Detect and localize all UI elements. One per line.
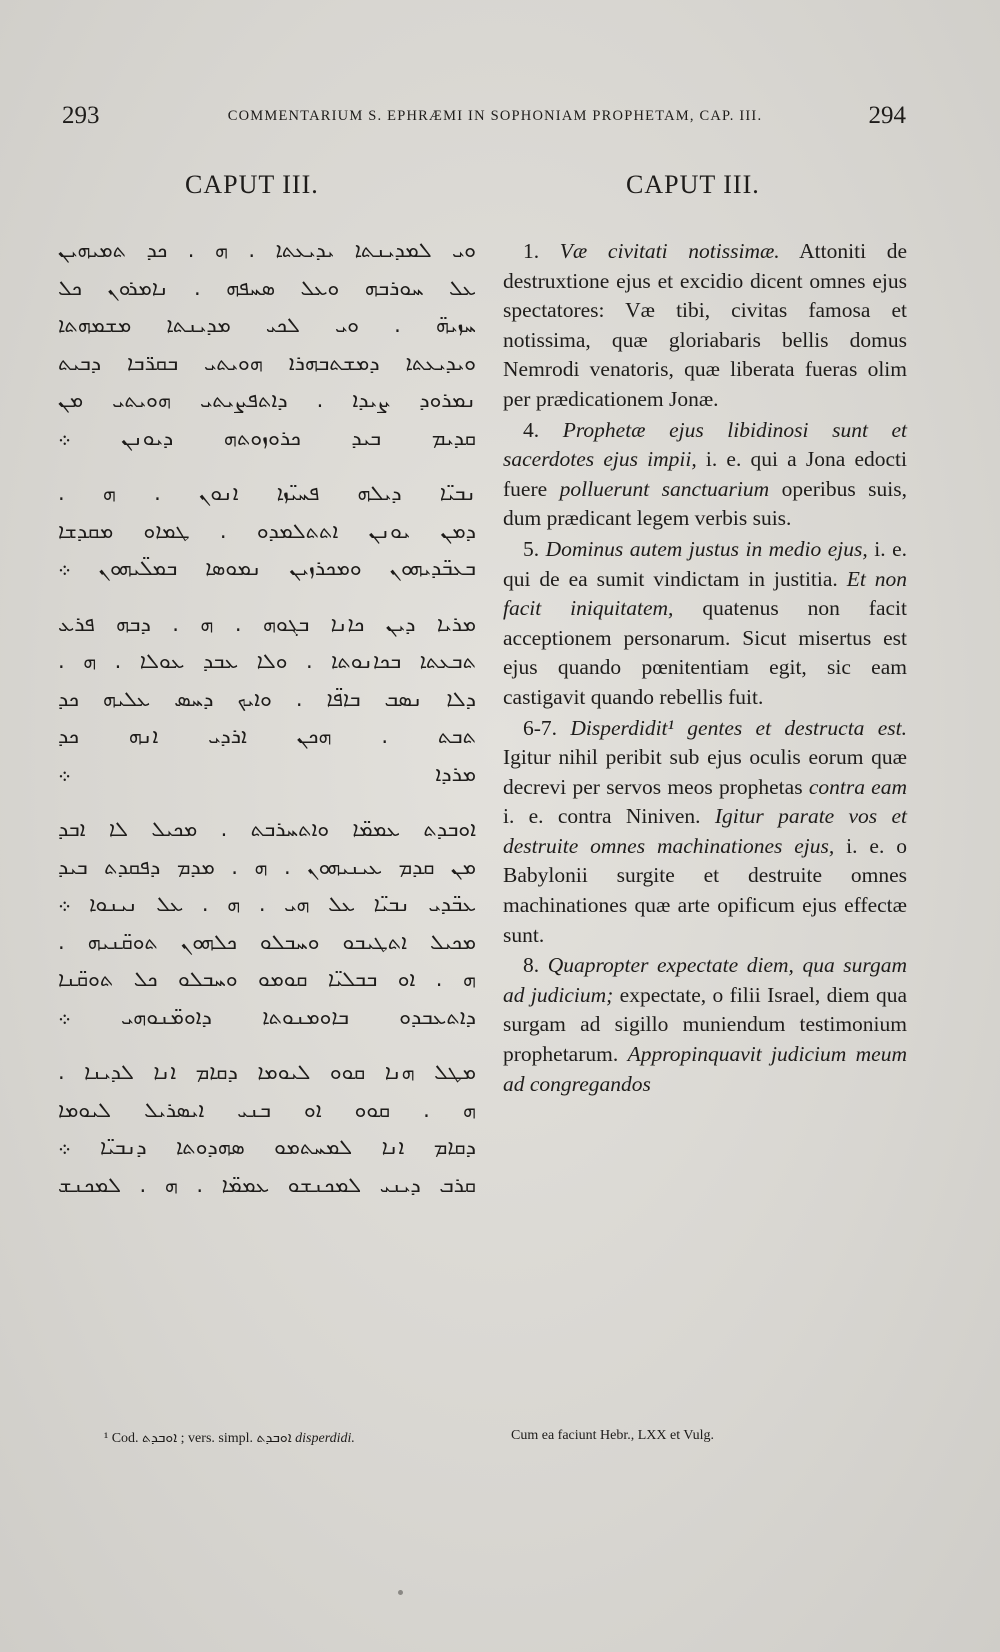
syriac-paragraph (58, 606, 476, 794)
syriac-line: ܡܟܝܠ ܐܬܛܝܒܘ ܘܚܒܠܘ ܟܠܗܘܢ ܬܘܩ̈ܢܝܗ . (58, 929, 476, 954)
latin-paragraph (503, 535, 907, 713)
latin-paragraph (503, 714, 907, 951)
syriac-line: ܕܠܐ ܢܣܒ ܒܐܦ̈ܐ . ܘܐܝܟ ܕܚܣ ܥܠܝܗ ܟܕ (58, 686, 476, 711)
running-title: COMMENTARIUM S. EPHRÆMI IN SOPHONIAM PROPHETAM, CAP. III. (227, 108, 763, 124)
syriac-line: ܡܪܝܐ ܕܝܢ ܟܐܢܐ ܒܓܘܗ . ܗ . ܕܒܗ ܦܪܥ (58, 611, 476, 636)
footnote-syriac-word-1: ܐܘܒܕܬ (142, 1430, 178, 1446)
latin-italic-segment: polluerunt sanctuarium (559, 476, 770, 501)
latin-segment: quatenus non facit acceptionem personarum. Sicut misertus est ejus quando pœnitentiam egit, sic eam castigavit quando rebellis fuit. (503, 596, 908, 709)
syriac-line: ܕܐܬܥܒܕܘ ܒܐܘܡܢܘܬܐ ܕܐܘܡ̈ܢܘܗܝ ܀ (58, 1004, 476, 1029)
latin-segment: 1. (523, 239, 560, 263)
page-number-right: 294 (868, 102, 906, 129)
syriac-line: ܐܘܒܕܬ ܥܡܡ̈ܐ ܘܐܬܚܪܒܬ . ܡܟܝܠ ܠܐ ܐܒܕ (58, 817, 476, 841)
latin-segment: 5. (523, 536, 546, 561)
latin-paragraph (503, 416, 907, 534)
latin-segment: i. e. o Babylonii surgite et destruite omnes machinationes quæ arte opificum ejus effectæ sunt. (503, 833, 907, 947)
syriac-line: ܬܒܥܬܐ ܒܟܐܢܘܬܐ . ܘܠܐ ܥܒܕ ܥܘܠܐ . ܗ . (58, 649, 476, 673)
syriac-line: ܥܒ̈ܕܝ ܢܒܝ̈ܐ ܥܠ ܗܝ . ܗ . ܥܠ ܢܝܢܘܐ ܀ (58, 892, 476, 916)
syriac-line: ܗ . ܐܘ ܒܒܠܝ̈ܐ ܩܘܡܘ ܘܚܒܠܘ ܟܠ ܬܘܩ̈ܢܐ (58, 967, 476, 991)
print-speck (398, 1590, 403, 1595)
latin-text-column (503, 237, 907, 1100)
latin-segment: Igitur nihil peribit sub ejus oculis eorum quæ decrevi per servos meos prophetas (503, 745, 907, 799)
latin-segment: Attoniti de destruxtione ejus et excidio dicent omnes ejus spectatores: Væ tibi, civitas famosa et notissima, quæ gloriabaris bellis domus Nemrodi venatoris, quæ liberata fueras olim per prædicationem Jonæ. (503, 239, 908, 411)
footnote-syriac-word-2: ܐܘܒܕܬ (256, 1430, 292, 1446)
syriac-line: ܒܥܒ̈ܕܝܗܘܢ ܘܡܟܪܙܝܢ ܢܡܘܣܐ ܒܡܠ̈ܝܗܘܢ ܀ (58, 556, 476, 580)
latin-paragraph (503, 951, 907, 1099)
footnote-prefix: ¹ Cod. (104, 1431, 143, 1446)
latin-paragraph (503, 237, 907, 415)
latin-segment: 8. (523, 953, 548, 978)
syriac-line: ܢܒܝ̈ܐ ܕܝܠܗ ܦܚܝ̈ܙܐ ܐܢܘܢ . ܗ . (58, 481, 476, 505)
syriac-paragraph (58, 232, 476, 457)
syriac-line: ܩܪܒ ܕܝܢܝ ܠܡܟܢܫܘ ܥܡܡ̈ܐ . ܗ . ܠܡܟܢܫ (58, 1172, 476, 1197)
latin-italic-segment: contra eam (808, 774, 908, 799)
latin-italic-segment: Quapropter expectate diem, qua surgam ad judicium; (503, 953, 907, 1007)
latin-italic-segment: Appropinquavit judicium meum ad congregandos (503, 1042, 907, 1096)
syriac-line: ܡܪܕܐ ܀ (58, 761, 476, 786)
syriac-line: ܚܙܝܗ̈ . ܘܝ ܠܟܝ ܡܕܝܢܬܐ ܡܫܡܗܬܐ (58, 313, 476, 337)
footnote-mid: ; vers. simpl. (177, 1431, 257, 1446)
footnote-latin-column: Cum ea faciunt Hebr., LXX et Vulg. (511, 1428, 715, 1443)
column-gutter (486, 180, 487, 1420)
latin-segment: 4. (523, 417, 563, 442)
latin-segment: i. e. qui de ea sumit vindictam in justitia. (503, 536, 907, 591)
footnote-syriac (104, 1430, 355, 1447)
latin-segment: operibus suis, dum prædicant legem verbis suis. (503, 476, 907, 531)
syriac-line: ܘܝ ܠܡܕܝܢܬܐ ܝܕܝܥܬܐ . ܗ . ܟܕ ܬܡܝܗܝܢ (58, 238, 476, 262)
latin-segment: 6-7. (523, 715, 571, 740)
footnote-latin: disperdidi. (291, 1431, 355, 1446)
syriac-line: ܥܠ ܚܘܪܒܗ ܘܥܠ ܣܚܦܗ . ܢܐܡܪܘܢ ܟܠ (58, 275, 476, 300)
chapter-heading-syriac-column: CAPUT III. (185, 170, 319, 199)
latin-italic-segment: Igitur parate vos et destruite omnes machinationes ejus, (503, 804, 907, 858)
syriac-line: ܡܛܠ ܗܢܐ ܩܘܘ ܠܝܘܡܐ ܕܩܐܡ ܐܢܐ ܠܕܝܢܐ . (58, 1060, 476, 1084)
latin-italic-segment: Dominus autem justus in medio ejus, (545, 536, 868, 561)
syriac-line: ܬܒܬ . ܗܟܢ ܐܪܕܝ ܐܢܗ ܟܕ (58, 724, 476, 748)
syriac-line: ܢܡܪܘܕ ܨܝܕܐ . ܕܐܬܦܨܝܬܝ ܗܘܝܬܝ ܡܢ (58, 388, 476, 412)
chapter-heading-latin-column: CAPUT III. (626, 170, 760, 199)
latin-italic-segment: Væ civitati notissimæ. (559, 239, 780, 263)
latin-segment: i. e. contra Niniven. (503, 804, 715, 829)
syriac-paragraph (58, 475, 476, 588)
page-number-left: 293 (62, 102, 100, 129)
latin-italic-segment: Disperdidit¹ gentes et destructa est. (570, 715, 907, 740)
syriac-line: ܕܡܢ ܝܘܢܢ ܐܬܬܠܡܕܘ . ܛܡܐܘ ܡܩܕܫܐ (58, 518, 476, 543)
page-header (60, 100, 906, 130)
syriac-line: ܗ . ܩܘܘ ܐܘ ܒܢܝ ܐܝܣܪܝܠ ܠܝܘܡܐ (58, 1097, 476, 1122)
latin-segment: i. e. qui a Jona edocti fuere (503, 447, 907, 501)
syriac-text-column (58, 232, 476, 1222)
syriac-paragraph (58, 1054, 476, 1204)
syriac-line: ܘܝܕܝܥܬܐ ܕܡܫܬܒܗܪܐ ܗܘܝܬܝ ܒܩܪ̈ܒܐ ܕܒܝܬ (58, 350, 476, 375)
latin-segment: expectate, o filii Israel, diem qua surgam ad sigillo muniendum testimonium prophetarum. (503, 982, 907, 1067)
syriac-line: ܕܩܐܡ ܐܢܐ ܠܡܚܬܡܘ ܣܗܕܘܬܐ ܕܢܒܝ̈ܐ ܀ (58, 1135, 476, 1159)
syriac-paragraph (58, 811, 476, 1036)
latin-italic-segment: Prophetæ ejus libidinosi sunt et sacerdotes ejus impii, (503, 417, 907, 472)
syriac-line: ܩܕܝܡ ܒܝܕ ܟܪܘܙܘܬܗ ܕܝܘܢܢ ܀ (58, 425, 476, 450)
syriac-line: ܡܢ ܩܕܡ ܥܝܢܝܗܘܢ . ܗ . ܡܕܡ ܕܦܩܕܬ ܒܝܕ (58, 854, 476, 879)
latin-italic-segment: Et non facit iniquitatem, (503, 566, 907, 621)
